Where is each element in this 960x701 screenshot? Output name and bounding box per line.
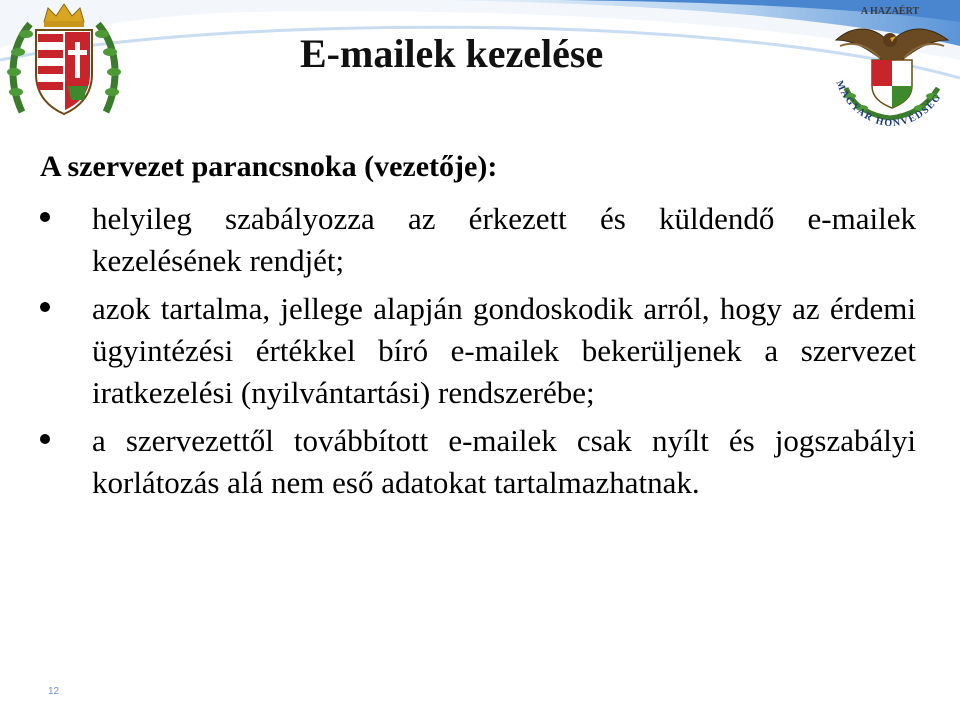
hungarian-coat-of-arms-icon: [4, 2, 124, 124]
bullet-item: helyileg szabályozza az érkezett és küldendő e-mailek kezelésének rendjét;: [36, 198, 916, 282]
bullet-item: azok tartalma, jellege alapján gondoskodik arról, hogy az érdemi ügyintézési értékkel bíró e-mailek bekerüljenek a szervezet iratkezelési (nyilvántartási) rendszerébe;: [36, 288, 916, 414]
emblem-ring-text: MAGYAR HONVÉDSÉG: [833, 79, 944, 128]
magyar-honvedseg-emblem-icon: [826, 0, 958, 128]
slide-title: E-mailek kezelése: [300, 31, 604, 76]
bullet-item: a szervezettől továbbított e-mailek csak nyílt és jogszabályi korlátozás alá nem eső adatokat tartalmazhatnak.: [36, 420, 916, 504]
bullet-list: [36, 198, 916, 510]
emblem-motto-text: A HAZAÉRT: [860, 6, 920, 17]
section-heading: A szervezet parancsnoka (vezetője):: [40, 150, 498, 183]
page-number: 12: [48, 686, 60, 697]
